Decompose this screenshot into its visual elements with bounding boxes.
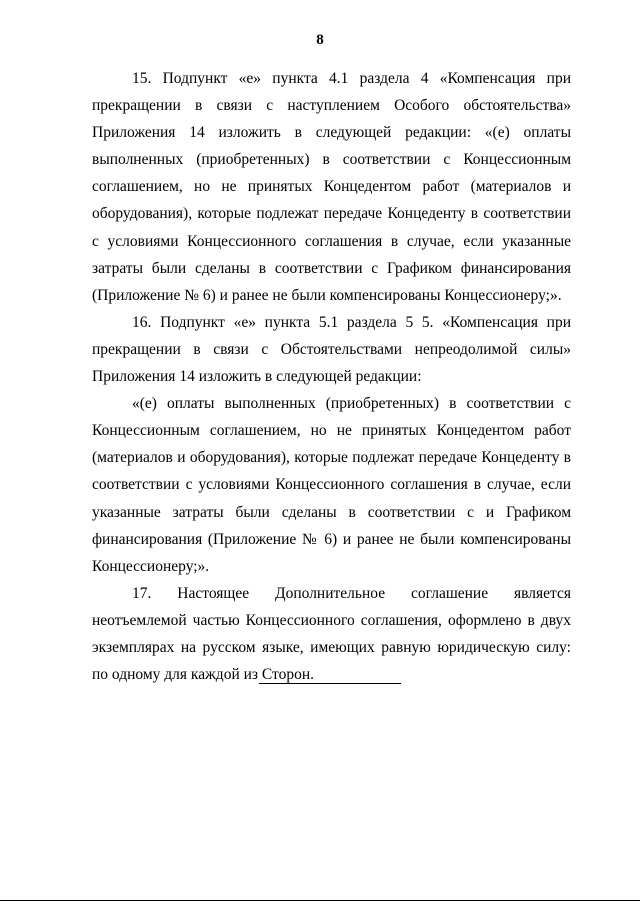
- paragraph-16: 16. Подпункт «е» пункта 5.1 раздела 5 5. «Компенсация при прекращении в связи с Обстоятельствами непреодолимой силы» Приложения 14 изложить в следующей редакции:: [92, 313, 571, 386]
- paragraph-17: 17. Настоящее Дополнительное соглашение является неотъемлемой частью Концессионного соглашения, оформлено в двух экземплярах на русском языке, имеющих равную юридическую силу: по одному для каждой из Сторон.: [92, 584, 571, 684]
- document-body: [92, 65, 571, 688]
- paragraph-15: 15. Подпункт «е» пункта 4.1 раздела 4 «Компенсация при прекращении в связи с наступлением Особого обстоятельства» Приложения 14 изложить в следующей редакции: «(е) оплаты выполненных (приобретенных) в соответствии с Концессионным соглашением, но не принятых Концедентом работ (материалов и оборудования), которые подлежат передаче Концеденту в соответствии с условиями Концессионного соглашения в случае, если указанные затраты были сделаны в соответствии с Графиком финансирования (Приложение № 6) и ранее не были компенсированы Концессионеру;».: [92, 70, 571, 304]
- page-number: 8: [316, 32, 324, 48]
- end-separator-line: [259, 683, 401, 684]
- page-bottom-edge: [0, 900, 640, 901]
- paragraph-16-quote: «(е) оплаты выполненных (приобретенных) в соответствии с Концессионным соглашением, но не принятых Концедентом работ (материалов и оборудования), которые подлежат передаче Концеденту в соответствии с условиями Концессионного соглашения в случае, если указанные затраты были сделаны в соответствии с и Графиком финансирования (Приложение № 6) и ранее не были компенсированы Концессионеру;».: [92, 395, 571, 575]
